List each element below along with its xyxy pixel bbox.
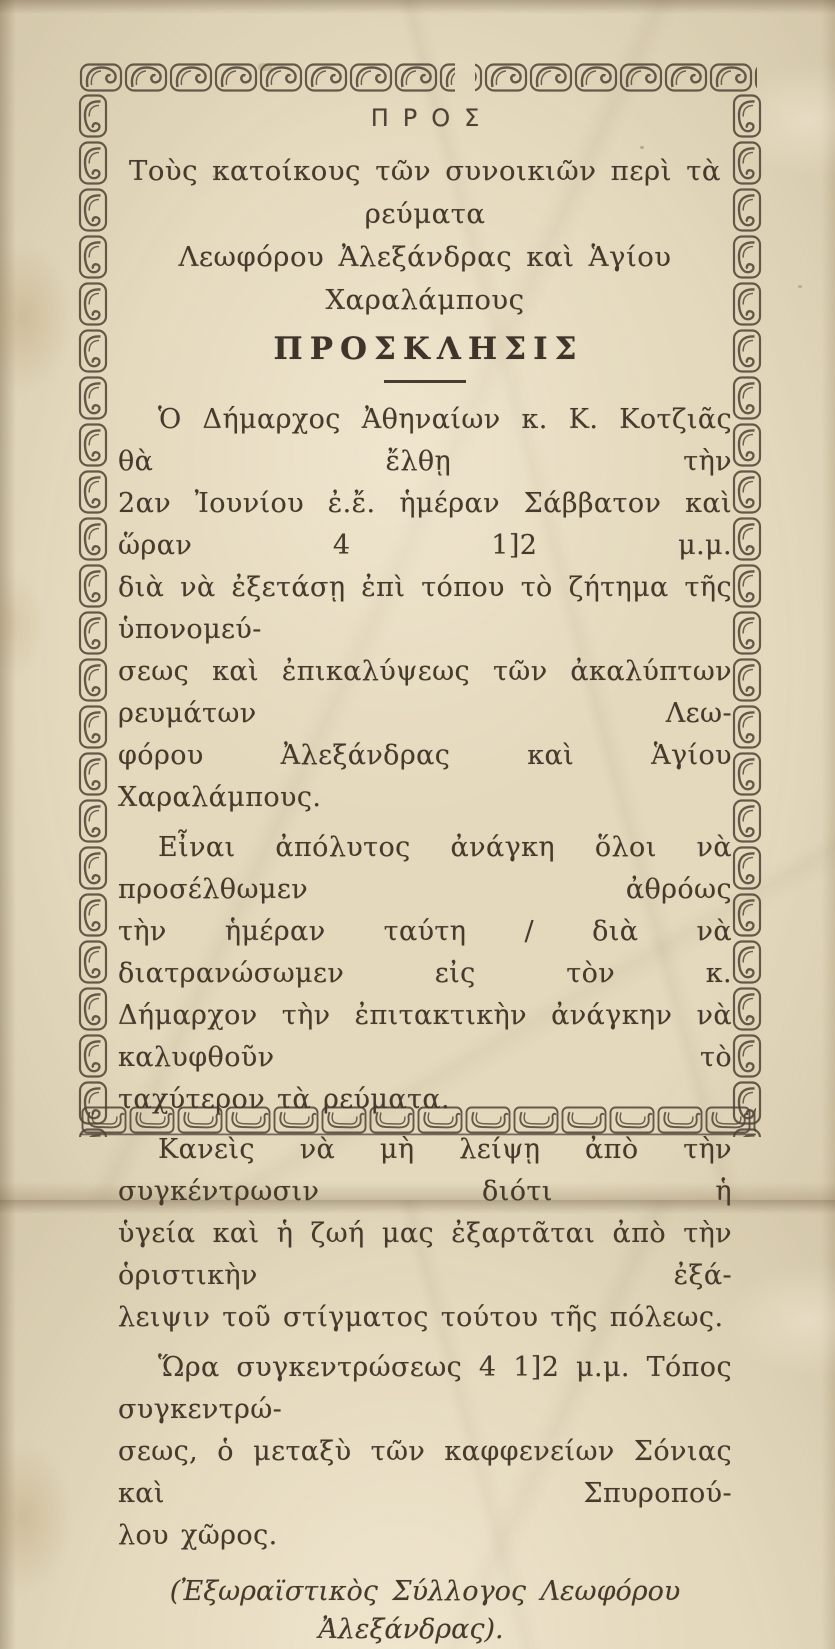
text-line: ὑγεία καὶ ἡ ζωή μας ἐξαρτᾶται ἀπὸ τὴν ὁριστικὴν ἐξά- — [118, 1213, 732, 1297]
ornamental-border-right — [731, 93, 763, 1137]
title-rule-divider — [384, 380, 466, 383]
text-line: Ὁ Δήμαρχος Ἀθηναίων κ. Κ. Κοτζιᾶς θὰ ἔλθῃ τὴν — [118, 399, 732, 483]
text-line: τὴν ἡμέραν ταύτη / διὰ νὰ διατρανώσωμεν εἰς τὸν κ. — [118, 911, 732, 995]
signature — [118, 1573, 732, 1649]
text-line: λειψιν τοῦ στίγματος τούτου τῆς πόλεως. — [118, 1297, 732, 1339]
text-line: φόρου Ἀλεξάνδρας καὶ Ἁγίου Χαραλάμπους. — [118, 735, 732, 819]
text-line: Ὥρα συγκεντρώσεως 4 1]2 μ.μ. Τόπος συγκεντρώ- — [118, 1347, 732, 1431]
text-line: Κανεὶς νὰ μὴ λείψῃ ἀπὸ τὴν συγκέντρωσιν διότι ἡ — [118, 1129, 732, 1213]
signature-line: (Ἐξωραϊστικὸς Σύλλογος Λεωφόρου — [118, 1573, 732, 1611]
paragraph-1 — [118, 399, 732, 819]
text-line: Εἶναι ἀπόλυτος ἀνάγκη ὅλοι νὰ προσέλθωμεν ἀθρόως — [118, 827, 732, 911]
paragraph-4 — [118, 1347, 732, 1557]
ornamental-border-top — [79, 61, 757, 95]
text-line: ταχύτερον τὰ ρεύματα. — [118, 1079, 732, 1121]
salutation: ΠΡΟΣ — [118, 104, 732, 132]
stain-spot — [258, 63, 272, 71]
ornamental-border-left — [77, 93, 109, 1137]
text-line: σεως καὶ ἐπικαλύψεως τῶν ἀκαλύπτων ρευμάτων Λεω- — [118, 651, 732, 735]
recipient-line: Χαραλάμπους — [118, 279, 732, 322]
text-line: Δήμαρχον τὴν ἐπιτακτικὴν ἀνάγκην νὰ καλυφθοῦν τὸ — [118, 995, 732, 1079]
paragraph-2 — [118, 827, 732, 1121]
document-content — [118, 98, 732, 1649]
document-title: ΠΡΟΣΚΛΗΣΙΣ — [118, 332, 732, 366]
recipient-line: Λεωφόρου Ἀλεξάνδρας καὶ Ἁγίου — [118, 236, 732, 279]
signature-line: Ἀλεξάνδρας). — [104, 1611, 718, 1649]
text-line: 2αν Ἰουνίου ἐ.ἔ. ἡμέραν Σάββατον καὶ ὥραν 4 1]2 μ.μ. — [118, 483, 732, 567]
text-line: διὰ νὰ ἐξετάσῃ ἐπὶ τόπου τὸ ζήτημα τῆς ὑπονομεύ- — [118, 567, 732, 651]
recipient-address — [118, 150, 732, 322]
recipient-line: Τοὺς κατοίκους τῶν συνοικιῶν περὶ τὰ ρεύματα — [118, 150, 732, 236]
text-line: σεως, ὁ μεταξὺ τῶν καφφενείων Σόνιας καὶ Σπυροπού- — [118, 1431, 732, 1515]
stain-spot — [798, 285, 802, 288]
paragraph-3 — [118, 1129, 732, 1339]
text-line: λου χῶρος. — [118, 1515, 732, 1557]
